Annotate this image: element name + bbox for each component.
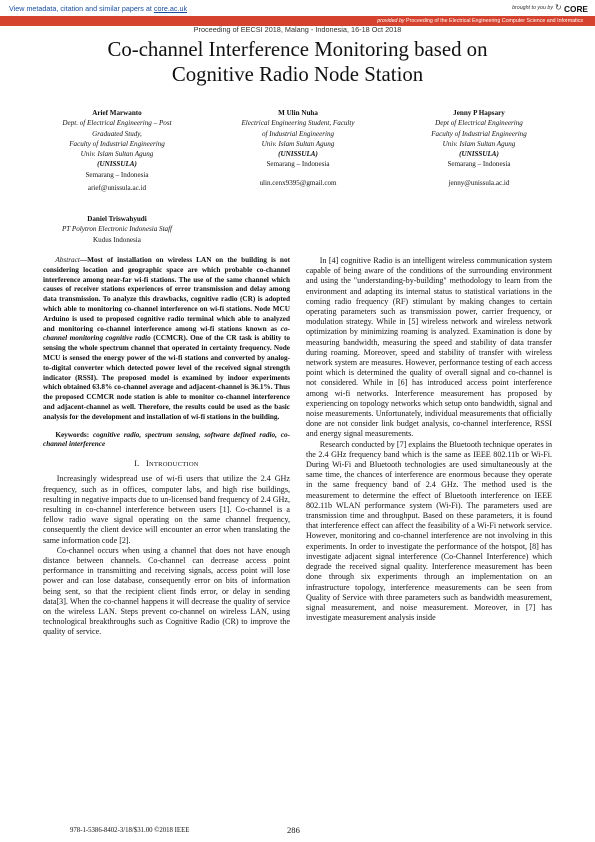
author-email: ulin.cenx9395@gmail.com xyxy=(259,178,337,187)
title-line-1: Co-channel Interference Monitoring based on xyxy=(107,38,488,61)
proceeding-header: Proceeding of EECSI 2018, Malang - Indonesia, 16-18 Oct 2018 xyxy=(193,25,402,34)
author-affiliation: Electrical Engineering Student, Faculty xyxy=(241,119,355,128)
keywords xyxy=(43,431,290,451)
author-affiliation: Univ. Islam Sultan Agung xyxy=(80,150,154,159)
left-column xyxy=(43,256,290,638)
page-number: 286 xyxy=(287,825,300,835)
body-paragraph: In [4] cognitive Radio is an intelligent wireless communication system capable of being aware of the conditions of the surrounding environment and using the "understanding-by-building" methodology to learn from the environment and adapting its internal status to statistical variations in the coming radio frequency (RF) stimulant by making changes to certain operating parameters such as transmission power, carrier frequency, or modulation strategy. While in [5] wireless network and wireless network optimization by minimizing roaming is analyzed. Examination is done by measuring bandwidth, measuring the speed and stability of data transfer during roaming. Moreover, speed and stability of transfer with wireless network system are measures. However, performance testing of each access point which is determined the quality of overall signal and co-channel is not considered. While in [6] has introduced access point interference among wi-fi networks. Interference measurement has proposed by experiencing on topology networks which setup onto bandwidth, signal and noise measurements. Unfortunately, individual measurements that officially done are not consider link budget analysis, co-channel interference, RSSI and energy signal measurements. xyxy=(306,256,552,439)
body-paragraph: Increasingly widespread use of wi-fi users that utilize the 2.4 GHz frequency, such as in offices, computer labs, and high rise buildings, resulting in negative impacts due to un-licensed band frequency of 2.4 GHz, resulting in co-channel interference between users [1]. Co-channel is a fellow radio wave signal operating on the same channel frequency, consequently the client device will encounter an error when translating the same information code [2]. xyxy=(43,474,291,545)
author-affiliation: Faculty of Industrial Engineering xyxy=(69,139,165,148)
author-affiliation: Univ. Islam Sultan Agung xyxy=(442,139,516,148)
author-org: (UNISSULA) xyxy=(459,150,499,159)
author-affiliation: Univ. Islam Sultan Agung xyxy=(261,139,335,148)
core-logo-text: CORE xyxy=(564,4,588,14)
author-name: Daniel Triswahyudi xyxy=(87,215,147,223)
author-affiliation: PT Polytron Electronic Indonesia Staff xyxy=(61,225,173,234)
core-logo-icon: ↻ xyxy=(555,3,562,12)
footer-isbn: 978-1-5386-8402-3/18/$31.00 ©2018 IEEE xyxy=(70,827,190,834)
abstract xyxy=(43,256,290,423)
author-1 xyxy=(42,108,192,193)
section-title-initial: I xyxy=(146,459,149,469)
keywords-text: cognitive radio, spectrum sensing, software defined radio, co-channel interference xyxy=(43,430,290,449)
paper-title xyxy=(40,37,555,87)
section-heading-introduction xyxy=(43,459,290,470)
body-paragraph: Co-channel occurs when using a channel that does not have enough distance between channels. Co-channel can decrease access point performance in transmitting and receiving signals, access point will lose power and can lose database, consequently error on bits of information being sent, so that the recipient client finds error, or delay in sending data[3]. When the co-channel happens it will decrease the quality of service on the wireless LAN. Steps prevent co-channel on wireless LAN, using technological breakthroughs such as Cognitive Radio (CR) to improve the quality of service. xyxy=(43,545,290,637)
core-provided-text[interactable] xyxy=(377,18,583,24)
core-metadata-link[interactable] xyxy=(9,4,187,13)
author-name: Jenny P Hapsary xyxy=(453,109,505,117)
section-number: I. xyxy=(134,459,140,469)
author-affiliation: Graduated Study, xyxy=(92,129,142,138)
core-link-prefix: View metadata, citation and similar papers at xyxy=(9,4,154,13)
core-provided-prefix: provided by xyxy=(377,18,407,24)
core-banner xyxy=(0,0,595,15)
author-org: (UNISSULA) xyxy=(97,160,137,169)
abstract-emphasis: co-channel monitoring cognitive radio xyxy=(43,324,290,343)
author-affiliation: Dept. of Electrical Engineering – Post xyxy=(62,119,172,128)
author-3 xyxy=(400,108,558,188)
body-paragraph: Research conducted by [7] explains the Bluetooth technique operates in the 2.4 GHz frequency band which is the same as IEEE 802.11b or Wi-Fi. During Wi-Fi and Bluetooth technologies are used simultaneously at the same time, the chances of interference are enormous because they operate in the same frequency band of 2.4 GHz. The method used is the measurement to determine the effect of Bluetooth interference on IEEE 802.11b WLAN performance system (Wi-Fi). The parameters used are transmission time and throughput. Based on these parameters, it is found that interference effect can affect the feasibility of a Wi-Fi network service. However, monitoring and co-channel interference are not involving in this experiments. In order to investigate the performance of the hotspot, [8] has investigate adjacent signal interference (Co-Channel Interference) which degrade the received signal quality. Interference measurement has been done through six experiments through an implementation on an infrastructure topology, interference measurements can be seen from Quality of Service with three parameters such as bandwidth measurement, signal measurement, and noise measurement. Moreover, in [7] has investigate measurement analysis inside xyxy=(306,439,552,623)
author-email: arief@unissula.ac.id xyxy=(87,184,147,193)
author-affiliation: Dept of Electrical Engineering xyxy=(435,119,523,128)
core-link-url[interactable]: core.ac.uk xyxy=(153,4,188,13)
author-city: Semarang – Indonesia xyxy=(266,160,330,169)
right-column xyxy=(306,256,552,623)
author-affiliation: of Industrial Engineering xyxy=(261,129,335,138)
abstract-text-1: —Most of installation on wireless LAN on the building is not considering location and geographic space are which probable co-channel interference among near-far wi-fi stations. The use of the same channel which causes of receiver stations experiences of error transmission and delay among data transmission. To analyze this drawbacks, cognitive radio (CR) is adopted which able to monitoring co-channel interference on wi-fi stations. Node MCU Arduino is used to proposed cognitive radio terminal which able to analyzed and monitoring co-channel interference among wi-fi stations known as xyxy=(43,256,290,333)
author-name: M Ulin Nuha xyxy=(278,109,318,117)
author-name: Arief Marwanto xyxy=(92,109,142,117)
title-line-2: Cognitive Radio Node Station xyxy=(171,63,424,86)
author-city: Semarang – Indonesia xyxy=(447,160,511,169)
author-4 xyxy=(42,214,192,245)
section-title-rest: NTRODUCTION xyxy=(148,461,199,469)
author-email: jenny@unissula.ac.id xyxy=(448,178,510,187)
core-brought-by: brought to you by xyxy=(512,5,553,11)
author-city: Semarang – Indonesia xyxy=(85,170,149,179)
author-city: Kudus Indonesia xyxy=(93,235,141,244)
core-logo[interactable] xyxy=(555,2,588,14)
core-provided-source: Proceeding of the Electrical Engineering Computer Science and Informatics xyxy=(406,18,583,24)
author-affiliation: Faculty of Industrial Engineering xyxy=(431,129,527,138)
keywords-label: Keywords: xyxy=(55,430,93,439)
author-org: (UNISSULA) xyxy=(278,150,318,159)
author-2 xyxy=(210,108,386,188)
abstract-text-2: (CCMCR). One of the CR task is ability to sensing the whole spectrum channel that operated in certainty frequency. Node MCU is sensed the energy power of the wi-fi stations and converted by analog-to-digital converter which detected power level of the received signal strength indicator (RSSI). The proposed model is examined by indoor experiments which obtained 63.8% co-channel average and adjacent-channel is 36.1%. Thus the proposed CCMCR node station is able to monitor co-channel interference and adjacent-channel as well. Therefore, the results could be used as the basic analysis for the development and installation of wi-fi stations in the building. xyxy=(43,334,290,421)
abstract-label: Abstract xyxy=(55,256,80,264)
